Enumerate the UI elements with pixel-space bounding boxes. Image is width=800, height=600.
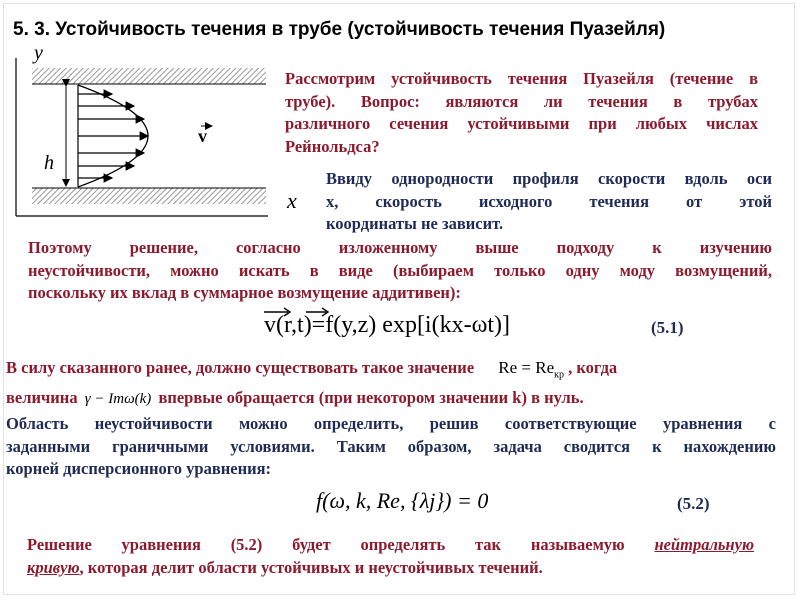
label-y: y (34, 42, 43, 64)
poiseuille-flow-figure (12, 42, 297, 225)
text-line: корней дисперсионного уравнения: (6, 459, 272, 478)
paragraph-homogeneity (326, 168, 772, 236)
paragraph-critical-re (6, 357, 776, 410)
paragraph-instability-region (6, 413, 776, 481)
vector-arrow-icon (262, 306, 292, 318)
text-line: Рейнольдса? (285, 136, 380, 156)
text-line: Поэтому решение, согласно изложенному выше подходу к изучению (28, 238, 772, 257)
text-line: трубе). Вопрос: являются ли течения в трубах (285, 91, 758, 111)
neutral-curve-link-part1[interactable]: нейтральную (654, 535, 754, 554)
label-h: h (44, 152, 54, 174)
text-line: различного сечения устойчивыми при любых числах (285, 114, 758, 133)
equation-number-5-2: (5.2) (677, 494, 710, 513)
pipe-top-wall (32, 68, 266, 84)
re-critical-expression: $Re = Re_{кр}$ (498, 358, 564, 381)
gamma-expression: γ − Imω(k) (84, 390, 152, 407)
text-line: поскольку их вклад в суммарное возмущение аддитивен): (28, 283, 461, 302)
text-line: величина γ − Imω(k) впервые обращается (при некотором значении k) в нуль. (6, 387, 584, 407)
paragraph-neutral-curve (27, 534, 754, 579)
text-line: кривую, которая делит области устойчивых и неустойчивых течений. (27, 557, 543, 577)
paragraph-intro (285, 68, 758, 158)
text-line: заданными граничными условиями. Таким образом, задача сводится к нахождению (6, 436, 776, 456)
formula-5-2: f(ω, k, Re, {λj}) = 0 (316, 488, 489, 513)
slide-title: 5. 3. Устойчивость течения в трубе (устойчивость течения Пуазейля) (13, 19, 666, 40)
formula-text: v(r,t)=f(y,z) exp[i(kx-ωt)] (264, 312, 511, 338)
pipe-bottom-wall (32, 188, 266, 204)
equation-number-5-1: (5.1) (651, 318, 684, 337)
pipe-flow-diagram (12, 48, 268, 220)
label-v: v (198, 126, 207, 146)
text-line: Решение уравнения (5.2) будет определять так называемую нейтральную (27, 535, 754, 554)
text-line: x, скорость исходного течения от этой (326, 191, 772, 211)
label-x: x (287, 188, 297, 213)
vector-arrow-icon (304, 306, 330, 318)
neutral-curve-link-part2[interactable]: кривую (27, 557, 80, 577)
text-line: Рассмотрим устойчивость течения Пуазейля (течение в (285, 69, 758, 88)
text-line: Область неустойчивости можно определить, решив соответствующие уравнения с (6, 414, 776, 433)
text-line: Ввиду однородности профиля скорости вдоль оси (326, 169, 772, 188)
formula-5-1 (264, 312, 510, 339)
text-line: В силу сказанного ранее, должно существовать такое значение $Re = Re_{кр}$ , когда (6, 357, 776, 387)
text-line: координаты не зависит. (326, 214, 504, 233)
paragraph-solution-form (28, 237, 772, 305)
text-line: неустойчивости, можно искать в виде (выбираем только одну моду возмущений, (28, 260, 772, 280)
